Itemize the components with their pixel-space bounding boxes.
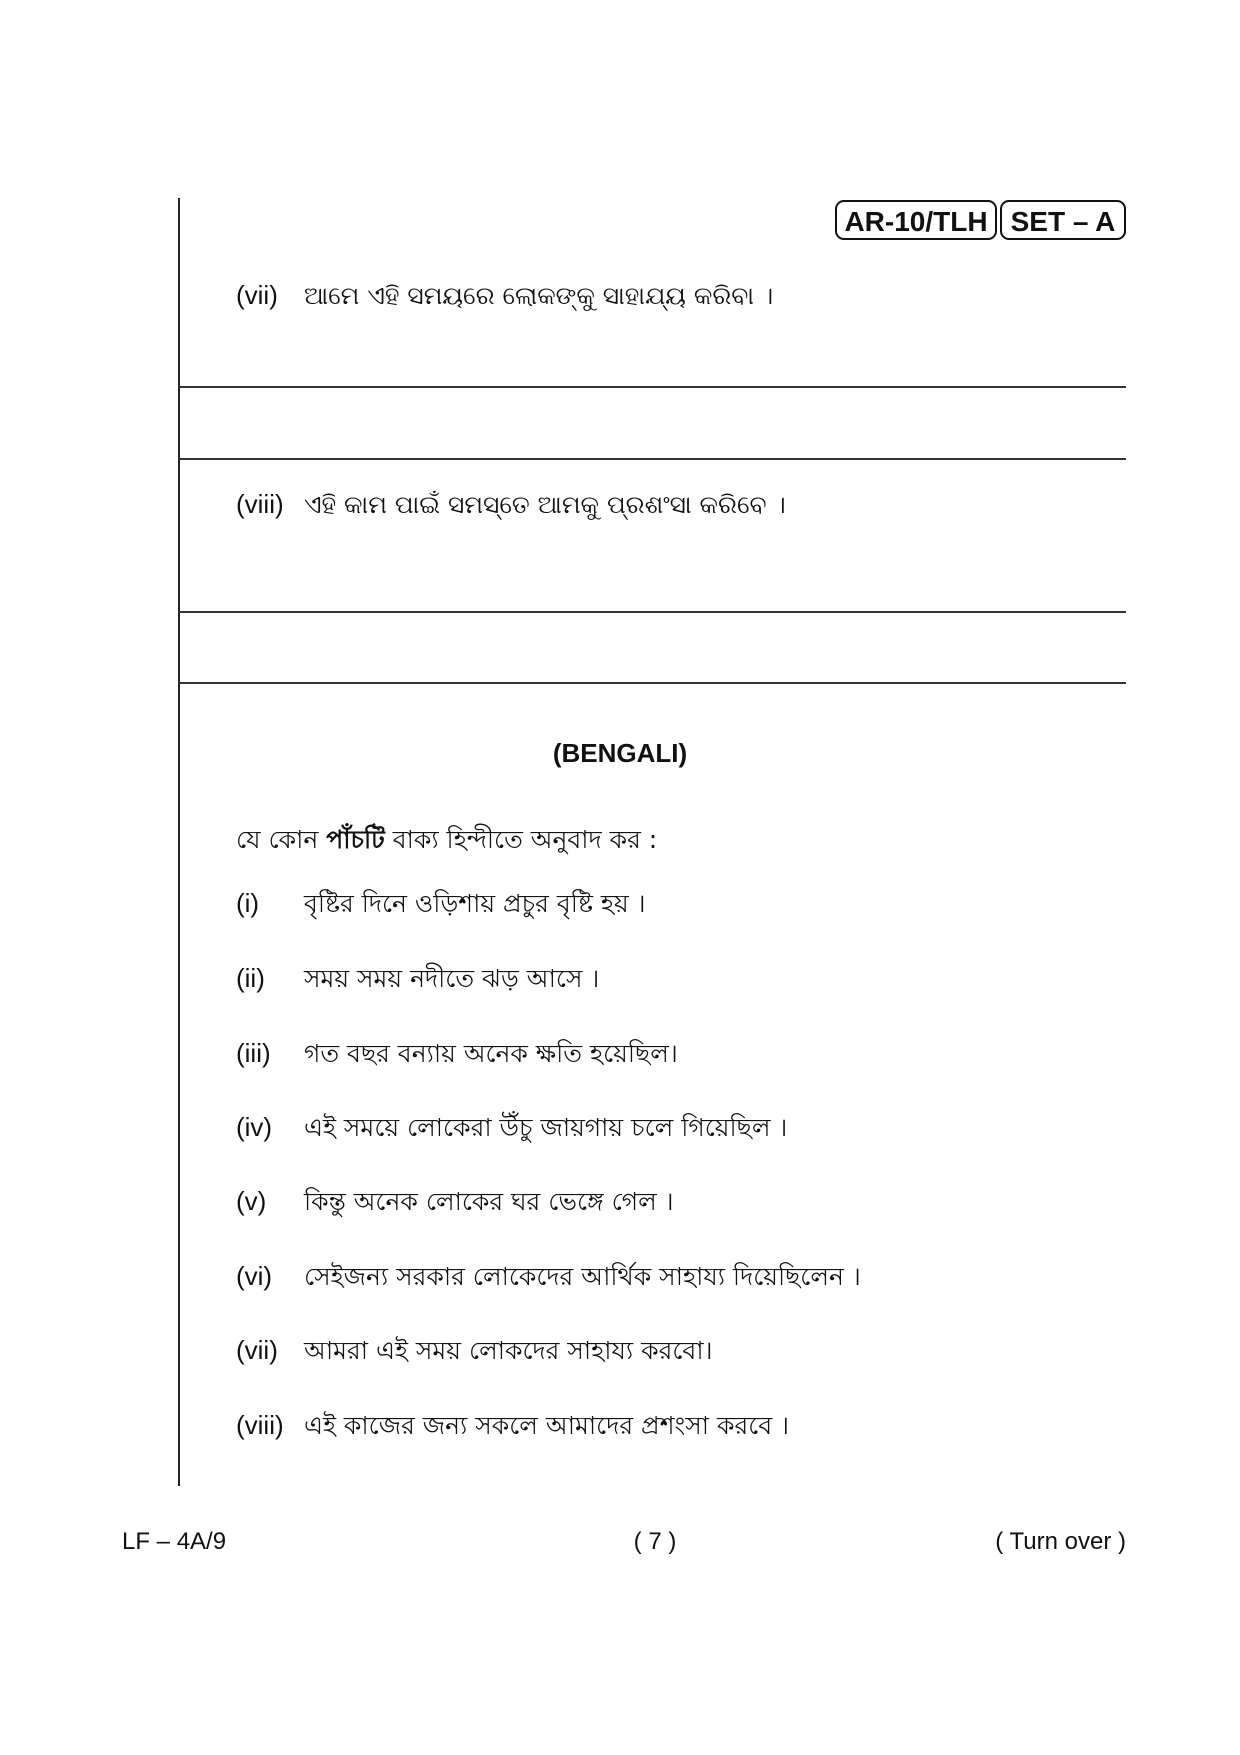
instruction-emphasis: পাঁচটি xyxy=(326,825,385,854)
item-text: ଏହି କାମ ପାଇଁ ସମସ୍ତେ ଆମକୁ ପ୍ରଶଂସା କରିବେ । xyxy=(303,490,786,519)
answer-line xyxy=(178,682,1126,684)
footer-code: LF – 4A/9 xyxy=(122,1528,227,1555)
instruction-text: বাক্য হিন্দীতে অনুবাদ কর : xyxy=(384,825,658,854)
answer-line xyxy=(178,611,1126,613)
item-text: সময় সময় নদীতে ঝড় আসে । xyxy=(303,964,600,993)
bengali-item xyxy=(236,1333,713,1368)
item-number: (vi) xyxy=(236,1261,273,1291)
odia-item xyxy=(236,278,773,313)
item-text: সেইজন্য সরকার লোকেদের আর্থিক সাহায্য দিয়েছিলেন । xyxy=(303,1262,861,1291)
instruction-text: যে কোন xyxy=(236,825,327,854)
item-text: এই কাজের জন্য সকলে আমাদের প্রশংসা করবে । xyxy=(303,1411,790,1440)
bengali-item xyxy=(236,1408,789,1443)
item-text: ଆମେ ଏହି ସମୟରେ ଲୋକଙ୍କୁ ସାହାଯ୍ୟ କରିବା । xyxy=(303,281,774,310)
bengali-item xyxy=(236,1259,861,1294)
item-text: কিন্তু অনেক লোকের ঘর ভেঙ্গে গেল । xyxy=(303,1187,674,1216)
margin-rule xyxy=(178,198,180,1486)
bengali-item xyxy=(236,1036,678,1071)
item-text: এই সময়ে লোকেরা উঁচু জায়গায় চলে গিয়েছিল । xyxy=(303,1113,788,1142)
turn-over-note: ( Turn over ) xyxy=(995,1528,1126,1555)
item-number: (iv) xyxy=(236,1112,273,1142)
item-number: (v) xyxy=(236,1186,267,1216)
section-heading: (BENGALI) xyxy=(552,738,688,768)
answer-line xyxy=(178,386,1126,388)
bengali-item xyxy=(236,961,599,996)
page-number: ( 7 ) xyxy=(633,1528,677,1555)
item-text: আমরা এই সময় লোকদের সাহায্য করবো। xyxy=(303,1336,713,1365)
item-number: (viii) xyxy=(236,1410,284,1440)
item-number: (i) xyxy=(236,888,260,918)
answer-line xyxy=(178,458,1126,460)
item-number: (vii) xyxy=(236,1335,278,1365)
set-badge: SET – A xyxy=(1000,200,1126,240)
bengali-item xyxy=(236,1110,787,1145)
item-number: (vii) xyxy=(236,280,278,310)
item-text: বৃষ্টির দিনে ওড়িশায় প্রচুর বৃষ্টি হয় । xyxy=(303,889,646,918)
bengali-item xyxy=(236,886,646,921)
odia-item xyxy=(236,487,786,522)
bengali-item xyxy=(236,1184,674,1219)
instruction xyxy=(236,820,657,863)
item-number: (ii) xyxy=(236,963,265,993)
item-text: গত বছর বন্যায় অনেক ক্ষতি হয়েছিল। xyxy=(303,1039,678,1068)
paper-code-badge: AR-10/TLH xyxy=(835,200,997,240)
item-number: (viii) xyxy=(236,489,284,519)
item-number: (iii) xyxy=(236,1038,271,1068)
